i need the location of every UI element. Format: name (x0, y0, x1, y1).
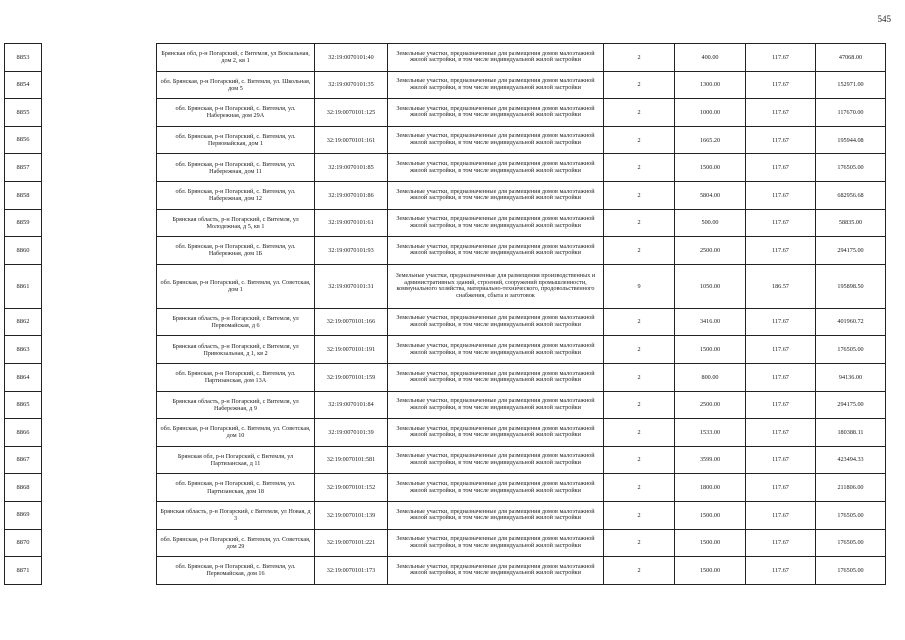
area-cell: 3416.00 (675, 308, 746, 336)
area-cell: 400.00 (675, 44, 746, 72)
group-cell: 2 (604, 474, 675, 502)
cadastral-value-cell: 195944.08 (816, 126, 886, 154)
cadastral-number-cell: 32:19:0070101:39 (315, 419, 388, 447)
address-cell: Брянская область, р-н Погарский, с Витемля, ул Новая, д 3 (157, 501, 315, 529)
row-number: 8854 (5, 71, 42, 99)
address-cell: обл. Брянская, р-н Погарский, с. Витемля, ул. Партизанская, дом 18 (157, 474, 315, 502)
cadastral-value-cell: 423494.33 (816, 446, 886, 474)
cadastral-number-cell: 32:19:0070101:221 (315, 529, 388, 557)
spacer-cell (42, 44, 157, 72)
rate-cell: 117.67 (746, 557, 816, 585)
row-number: 8860 (5, 237, 42, 265)
spacer-cell (42, 264, 157, 308)
address-cell: обл. Брянская, р-н Погарский, с. Витемля, ул. Первомайская, дом 1 (157, 126, 315, 154)
cadastral-value-cell: 176505.00 (816, 336, 886, 364)
group-cell: 9 (604, 264, 675, 308)
rate-cell: 186.57 (746, 264, 816, 308)
rate-cell: 117.67 (746, 308, 816, 336)
table-row (5, 391, 886, 419)
area-cell: 1533.00 (675, 419, 746, 447)
spacer-cell (42, 181, 157, 209)
group-cell: 2 (604, 308, 675, 336)
area-cell: 1800.00 (675, 474, 746, 502)
row-number: 8864 (5, 363, 42, 391)
cadastral-value-cell: 176505.00 (816, 154, 886, 182)
rate-cell: 117.67 (746, 154, 816, 182)
spacer-cell (42, 99, 157, 127)
cadastral-value-cell: 94136.00 (816, 363, 886, 391)
area-cell: 2500.00 (675, 237, 746, 265)
table-row (5, 336, 886, 364)
spacer-cell (42, 209, 157, 237)
cadastral-value-cell: 47068.00 (816, 44, 886, 72)
cadastral-number-cell: 32:19:0070101:161 (315, 126, 388, 154)
cadastral-value-cell: 211806.00 (816, 474, 886, 502)
address-cell: Брянская обл, р-н Погарский, с Витемля, ул Вокзальная, дом 2, кв 1 (157, 44, 315, 72)
row-number: 8871 (5, 557, 42, 585)
rate-cell: 117.67 (746, 99, 816, 127)
spacer-cell (42, 557, 157, 585)
land-use-cell: Земельные участки, предназначенные для размещения домов малоэтажной жилой застройки, в том числе индивидуальной жилой застройки (388, 557, 604, 585)
area-cell: 1500.00 (675, 529, 746, 557)
row-number: 8863 (5, 336, 42, 364)
page-number: 545 (877, 14, 891, 24)
row-number: 8856 (5, 126, 42, 154)
cadastral-value-cell: 195898.50 (816, 264, 886, 308)
land-use-cell: Земельные участки, предназначенные для размещения домов малоэтажной жилой застройки, в том числе индивидуальной жилой застройки (388, 446, 604, 474)
rate-cell: 117.67 (746, 181, 816, 209)
cadastral-number-cell: 32:19:0070101:581 (315, 446, 388, 474)
area-cell: 1050.00 (675, 264, 746, 308)
row-number: 8868 (5, 474, 42, 502)
land-use-cell: Земельные участки, предназначенные для размещения домов малоэтажной жилой застройки, в том числе индивидуальной жилой застройки (388, 501, 604, 529)
cadastral-value-cell: 294175.00 (816, 237, 886, 265)
table-body (5, 44, 886, 585)
table-row (5, 264, 886, 308)
row-number: 8855 (5, 99, 42, 127)
land-use-cell: Земельные участки, предназначенные для размещения домов малоэтажной жилой застройки, в том числе индивидуальной жилой застройки (388, 154, 604, 182)
land-use-cell: Земельные участки, предназначенные для размещения домов малоэтажной жилой застройки, в том числе индивидуальной жилой застройки (388, 391, 604, 419)
table-row (5, 363, 886, 391)
address-cell: обл. Брянская, р-н Погарский, с. Витемля, ул. Набережная, дом 12 (157, 181, 315, 209)
land-use-cell: Земельные участки, предназначенные для размещения домов малоэтажной жилой застройки, в том числе индивидуальной жилой застройки (388, 308, 604, 336)
land-use-cell: Земельные участки, предназначенные для размещения домов малоэтажной жилой застройки, в том числе индивидуальной жилой застройки (388, 126, 604, 154)
address-cell: обл. Брянская, р-н Погарский, с. Витемля, ул. Советская, дом 1 (157, 264, 315, 308)
cadastral-number-cell: 32:19:0070101:85 (315, 154, 388, 182)
rate-cell: 117.67 (746, 391, 816, 419)
area-cell: 1500.00 (675, 336, 746, 364)
group-cell: 2 (604, 154, 675, 182)
land-use-cell: Земельные участки, предназначенные для размещения домов малоэтажной жилой застройки, в том числе индивидуальной жилой застройки (388, 336, 604, 364)
spacer-cell (42, 126, 157, 154)
cadastral-value-cell: 58835.00 (816, 209, 886, 237)
address-cell: обл. Брянская, р-н Погарский, с. Витемля, ул. Партизанская, дом 13А (157, 363, 315, 391)
cadastral-value-cell: 176505.00 (816, 501, 886, 529)
cadastral-number-cell: 32:19:0070101:152 (315, 474, 388, 502)
group-cell: 2 (604, 209, 675, 237)
cadastral-number-cell: 32:19:0070101:84 (315, 391, 388, 419)
group-cell: 2 (604, 557, 675, 585)
area-cell: 1000.00 (675, 99, 746, 127)
table-row (5, 501, 886, 529)
row-number: 8867 (5, 446, 42, 474)
address-cell: Брянская область, р-н Погарский, с Витемля, ул Первомайская, д 6 (157, 308, 315, 336)
cadastral-value-cell: 180388.11 (816, 419, 886, 447)
group-cell: 2 (604, 419, 675, 447)
table-row (5, 209, 886, 237)
spacer-cell (42, 336, 157, 364)
land-use-cell: Земельные участки, предназначенные для размещения производственных и административных зданий, строений, сооружений промышленности, коммунального хозяйства, материально-технического, продовольственного снабжения, сбыта и заготовок (388, 264, 604, 308)
spacer-cell (42, 363, 157, 391)
table-row (5, 557, 886, 585)
rate-cell: 117.67 (746, 474, 816, 502)
land-use-cell: Земельные участки, предназначенные для размещения домов малоэтажной жилой застройки, в том числе индивидуальной жилой застройки (388, 529, 604, 557)
cadastral-number-cell: 32:19:0070101:166 (315, 308, 388, 336)
address-cell: обл. Брянская, р-н Погарский, с. Витемля, ул. Советская, дом 29 (157, 529, 315, 557)
table-row (5, 237, 886, 265)
area-cell: 1665.20 (675, 126, 746, 154)
table-row (5, 181, 886, 209)
cadastral-number-cell: 32:19:0070101:139 (315, 501, 388, 529)
table-row (5, 44, 886, 72)
table-row (5, 474, 886, 502)
rate-cell: 117.67 (746, 363, 816, 391)
rate-cell: 117.67 (746, 44, 816, 72)
spacer-cell (42, 474, 157, 502)
area-cell: 5804.00 (675, 181, 746, 209)
land-use-cell: Земельные участки, предназначенные для размещения домов малоэтажной жилой застройки, в том числе индивидуальной жилой застройки (388, 99, 604, 127)
address-cell: Брянская область, р-н Погарский, с Витемля, ул Молодежная, д 5, кв 1 (157, 209, 315, 237)
cadastral-value-cell: 176505.00 (816, 557, 886, 585)
land-use-cell: Земельные участки, предназначенные для размещения домов малоэтажной жилой застройки, в том числе индивидуальной жилой застройки (388, 209, 604, 237)
cadastral-number-cell: 32:19:0070101:35 (315, 71, 388, 99)
spacer-cell (42, 529, 157, 557)
table-row (5, 99, 886, 127)
area-cell: 2500.00 (675, 391, 746, 419)
group-cell: 2 (604, 363, 675, 391)
table-row (5, 446, 886, 474)
cadastral-number-cell: 32:19:0070101:173 (315, 557, 388, 585)
cadastral-number-cell: 32:19:0070101:159 (315, 363, 388, 391)
cadastral-value-cell: 117670.00 (816, 99, 886, 127)
spacer-cell (42, 419, 157, 447)
group-cell: 2 (604, 446, 675, 474)
area-cell: 1300.00 (675, 71, 746, 99)
address-cell: Брянская обл, р-н Погарский, с Витемля, ул Партизанская, д 11 (157, 446, 315, 474)
table-row (5, 126, 886, 154)
cadastral-number-cell: 32:19:0070101:40 (315, 44, 388, 72)
area-cell: 1500.00 (675, 501, 746, 529)
area-cell: 1500.00 (675, 557, 746, 585)
table-row (5, 529, 886, 557)
rate-cell: 117.67 (746, 446, 816, 474)
spacer-cell (42, 446, 157, 474)
table-row (5, 308, 886, 336)
rate-cell: 117.67 (746, 501, 816, 529)
address-cell: обл. Брянская, р-н Погарский, с. Витемля, ул. Набережная, дом 1Б (157, 237, 315, 265)
area-cell: 500.00 (675, 209, 746, 237)
group-cell: 2 (604, 336, 675, 364)
land-use-cell: Земельные участки, предназначенные для размещения домов малоэтажной жилой застройки, в том числе индивидуальной жилой застройки (388, 474, 604, 502)
address-cell: Брянская область, р-н Погарский, с Витемля, ул Привокзальная, д 1, кв 2 (157, 336, 315, 364)
cadastral-number-cell: 32:19:0070101:86 (315, 181, 388, 209)
land-use-cell: Земельные участки, предназначенные для размещения домов малоэтажной жилой застройки, в том числе индивидуальной жилой застройки (388, 419, 604, 447)
spacer-cell (42, 71, 157, 99)
row-number: 8857 (5, 154, 42, 182)
land-use-cell: Земельные участки, предназначенные для размещения домов малоэтажной жилой застройки, в том числе индивидуальной жилой застройки (388, 237, 604, 265)
table-row (5, 419, 886, 447)
address-cell: обл. Брянская, р-н Погарский, с. Витемля, ул. Набережная, дом 11 (157, 154, 315, 182)
group-cell: 2 (604, 391, 675, 419)
cadastral-value-cell: 401960.72 (816, 308, 886, 336)
spacer-cell (42, 237, 157, 265)
spacer-cell (42, 154, 157, 182)
cadastral-number-cell: 32:19:0070101:125 (315, 99, 388, 127)
row-number: 8870 (5, 529, 42, 557)
land-use-cell: Земельные участки, предназначенные для размещения домов малоэтажной жилой застройки, в том числе индивидуальной жилой застройки (388, 71, 604, 99)
rate-cell: 117.67 (746, 419, 816, 447)
group-cell: 2 (604, 181, 675, 209)
row-number: 8862 (5, 308, 42, 336)
spacer-cell (42, 391, 157, 419)
address-cell: обл. Брянская, р-н Погарский, с. Витемля, ул. Первомайская, дом 16 (157, 557, 315, 585)
land-registry-table (4, 43, 886, 585)
land-use-cell: Земельные участки, предназначенные для размещения домов малоэтажной жилой застройки, в том числе индивидуальной жилой застройки (388, 44, 604, 72)
group-cell: 2 (604, 44, 675, 72)
rate-cell: 117.67 (746, 71, 816, 99)
cadastral-number-cell: 32:19:0070101:93 (315, 237, 388, 265)
rate-cell: 117.67 (746, 237, 816, 265)
rate-cell: 117.67 (746, 126, 816, 154)
row-number: 8866 (5, 419, 42, 447)
area-cell: 800.00 (675, 363, 746, 391)
group-cell: 2 (604, 529, 675, 557)
cadastral-number-cell: 32:19:0070101:61 (315, 209, 388, 237)
land-use-cell: Земельные участки, предназначенные для размещения домов малоэтажной жилой застройки, в том числе индивидуальной жилой застройки (388, 181, 604, 209)
cadastral-value-cell: 176505.00 (816, 529, 886, 557)
area-cell: 3599.00 (675, 446, 746, 474)
spacer-cell (42, 501, 157, 529)
group-cell: 2 (604, 126, 675, 154)
cadastral-value-cell: 152971.00 (816, 71, 886, 99)
row-number: 8853 (5, 44, 42, 72)
row-number: 8858 (5, 181, 42, 209)
group-cell: 2 (604, 71, 675, 99)
rate-cell: 117.67 (746, 209, 816, 237)
cadastral-value-cell: 294175.00 (816, 391, 886, 419)
table-row (5, 154, 886, 182)
group-cell: 2 (604, 501, 675, 529)
cadastral-number-cell: 32:19:0070101:31 (315, 264, 388, 308)
address-cell: обл. Брянская, р-н Погарский, с. Витемля, ул. Школьная, дом 5 (157, 71, 315, 99)
land-use-cell: Земельные участки, предназначенные для размещения домов малоэтажной жилой застройки, в том числе индивидуальной жилой застройки (388, 363, 604, 391)
rate-cell: 117.67 (746, 336, 816, 364)
table-row (5, 71, 886, 99)
row-number: 8869 (5, 501, 42, 529)
address-cell: Брянская область, р-н Погарский, с Витемля, ул Набережная, д 9 (157, 391, 315, 419)
group-cell: 2 (604, 99, 675, 127)
cadastral-number-cell: 32:19:0070101:191 (315, 336, 388, 364)
address-cell: обл. Брянская, р-н Погарский, с. Витемля, ул. Советская, дом 10 (157, 419, 315, 447)
spacer-cell (42, 308, 157, 336)
area-cell: 1500.00 (675, 154, 746, 182)
cadastral-value-cell: 682956.68 (816, 181, 886, 209)
row-number: 8859 (5, 209, 42, 237)
row-number: 8861 (5, 264, 42, 308)
rate-cell: 117.67 (746, 529, 816, 557)
group-cell: 2 (604, 237, 675, 265)
address-cell: обл. Брянская, р-н Погарский, с. Витемля, ул. Набережная, дом 29А (157, 99, 315, 127)
row-number: 8865 (5, 391, 42, 419)
